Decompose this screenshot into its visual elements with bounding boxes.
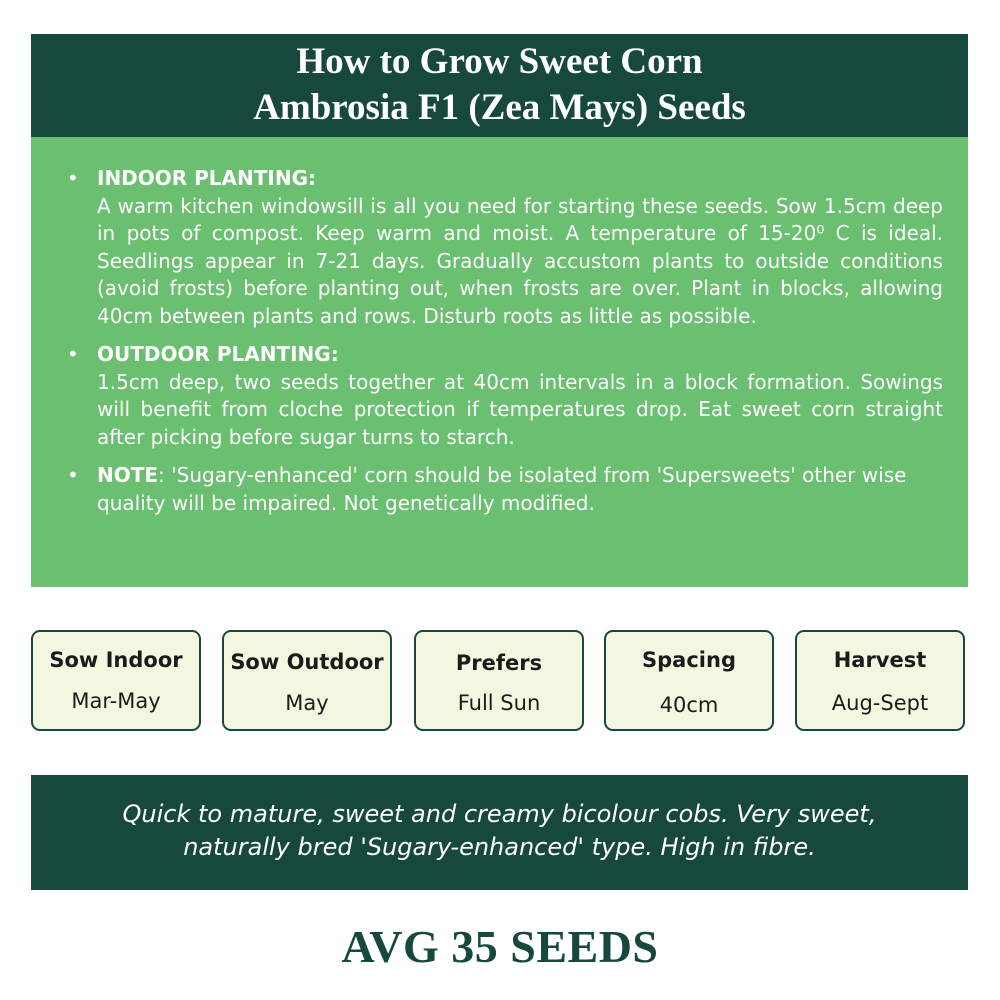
card-value: Full Sun (457, 691, 541, 715)
instructions-list (67, 165, 943, 517)
indoor-heading: INDOOR PLANTING: (97, 166, 317, 190)
card-prefers (414, 630, 584, 731)
bullet-icon: • (67, 463, 79, 487)
bullet-icon: • (67, 166, 79, 190)
outdoor-text: 1.5cm deep, two seeds together at 40cm intervals in a block formation. Sowings will benefit from cloche protection if temperatures drop. Eat sweet corn straight after picking before sugar turns to starch. (97, 369, 943, 449)
title-line-2: Ambrosia F1 (Zea Mays) Seeds (253, 87, 746, 128)
note-label: NOTE (97, 463, 159, 487)
card-title: Harvest (833, 648, 927, 672)
indoor-planting-item (67, 165, 943, 330)
seed-count: AVG 35 SEEDS (341, 921, 659, 972)
growing-info-cards (31, 630, 968, 733)
card-sow-indoor (31, 630, 201, 731)
card-title: Sow Indoor (49, 648, 183, 672)
note-text: : 'Sugary-enhanced' corn should be isolated from 'Supersweets' other wise quality will be impaired. Not genetically modified. (97, 463, 907, 515)
tagline-line-1: Quick to mature, sweet and creamy bicolour cobs. Very sweet, (122, 800, 877, 828)
instructions-panel (31, 137, 968, 587)
card-value: May (285, 691, 329, 715)
tagline-banner (31, 775, 968, 890)
card-value: 40cm (659, 693, 719, 717)
title-line-1: How to Grow Sweet Corn (296, 41, 703, 82)
outdoor-planting-item (67, 341, 943, 451)
card-value: Mar-May (71, 689, 161, 713)
card-harvest (795, 630, 965, 731)
bullet-icon: • (67, 342, 79, 366)
outdoor-heading: OUTDOOR PLANTING: (97, 342, 339, 366)
card-title: Spacing (642, 648, 736, 672)
card-title: Prefers (455, 651, 543, 675)
indoor-text: A warm kitchen windowsill is all you need for starting these seeds. Sow 1.5cm deep in pots of compost. Keep warm and moist. A temperature of 15-20⁰ C is ideal. Seedlings appear in 7-21 days. Gradually accustom plants to outside conditions (avoid frosts) before planting out, when frosts are over. Plant in blocks, allowing 40cm between plants and rows. Disturb roots as little as possible. (97, 193, 943, 328)
card-sow-outdoor (222, 630, 392, 731)
header-banner (31, 34, 968, 137)
note-item (67, 462, 943, 517)
card-spacing (604, 630, 774, 731)
tagline-line-2: naturally bred 'Sugary-enhanced' type. High in fibre. (183, 833, 816, 861)
card-title: Sow Outdoor (230, 650, 384, 674)
card-value: Aug-Sept (831, 691, 929, 715)
